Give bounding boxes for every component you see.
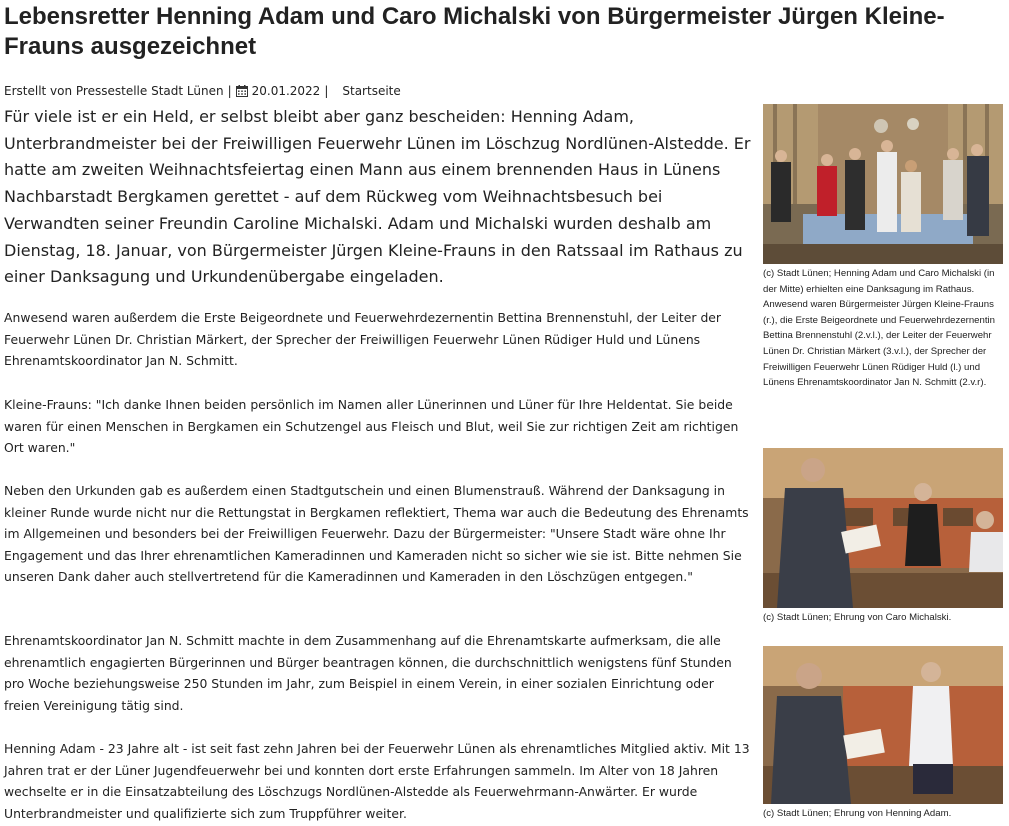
meta-separator: | xyxy=(324,84,329,98)
article-figure xyxy=(763,104,1003,391)
figure-caption: (c) Stadt Lünen; Ehrung von Caro Michalski. xyxy=(763,612,952,623)
article-paragraph: Kleine-Frauns: "Ich danke Ihnen beiden persönlich im Namen aller Lünerinnen und Lüner für Ihre Heldentat. Sie beide waren für einen Menschen in Bergkamen ein Schutzengel aus Fleisch und Blut, weil Sie zur richtigen Zeit am richtigen Ort waren." xyxy=(4,397,739,455)
article-title: Lebensretter Henning Adam und Caro Michalski von Bürgermeister Jürgen Kleine-Frauns ausgezeichnet xyxy=(4,3,945,60)
article-lead: Für viele ist er ein Held, er selbst bleibt aber ganz bescheiden: Henning Adam, Unterbrandmeister bei der Freiwilligen Feuerwehr Lünen im Löschzug Nordlünen-Alstedde. Er hatte am zweiten Weihnachtsfeiertag einen Mann aus einem brennenden Haus in Lünens Nachbarstadt Bergkamen gerettet - auf dem Rückweg vom Weihnachtsbesuch bei Verwandten seiner Freundin Caroline Michalski. Adam und Michalski wurden deshalb am Dienstag, 18. Januar, von Bürgermeister Jürgen Kleine-Frauns in den Ratssaal im Rathaus zu einer Danksagung und Urkundenübergabe eingeladen. xyxy=(4,107,751,287)
figure-caption: (c) Stadt Lünen; Ehrung von Henning Adam. xyxy=(763,808,952,819)
ceremony-photo-caro[interactable] xyxy=(763,448,1003,608)
article-paragraph: Neben den Urkunden gab es außerdem einen Stadtgutschein und einen Blumenstrauß. Während der Danksagung in kleiner Runde wurde nicht nur die Rettungstat in Bergkamen reflektiert, Thema war auch die Bedeutung des Ehrenamts im Allgemeinen und besonders bei der Freiwilligen Feuerwehr. Dazu der Bürgermeister: "Unsere Stadt wäre ohne Ihr Engagement und das Ihrer ehrenamtlichen Kameradinnen und Kameraden nicht so sicher wie sie ist. Bitte nehmen Sie unseren Dank daher auch stellvertretend für die Kameradinnen und Kameraden in den Löschzügen entgegen." xyxy=(4,483,749,584)
category-link[interactable]: Startseite xyxy=(342,84,401,98)
group-photo[interactable] xyxy=(763,104,1003,264)
meta-date: 20.01.2022 xyxy=(251,84,321,98)
article-figure xyxy=(763,448,1003,626)
ceremony-photo-henning[interactable] xyxy=(763,646,1003,804)
article-figure xyxy=(763,646,1003,822)
meta-author: Erstellt von Pressestelle Stadt Lünen xyxy=(4,84,224,98)
article-paragraph: Henning Adam - 23 Jahre alt - ist seit fast zehn Jahren bei der Feuerwehr Lünen als ehrenamtliches Mitglied aktiv. Mit 13 Jahren trat er der Lüner Jugendfeuerwehr bei und konnten dort erste Erfahrungen sammeln. Im Alter von 18 Jahren wechselte er in die Einsatzabteilung des Löschzugs Nordlünen-Alstedde als Feuerwehrmann-Anwärter. Er wurde Unterbrandmeister und qualifizierte sich zum Truppführer weiter. xyxy=(4,741,750,821)
article-paragraph: Ehrenamtskoordinator Jan N. Schmitt machte in dem Zusammenhang auf die Ehrenamtskarte aufmerksam, die alle ehrenamtlich engagierten Bürgerinnen und Bürger beantragen können, die durchschnittlich wenigstens fünf Stunden pro Woche beziehungsweise 250 Stunden im Jahr, zum Beispiel in einem Verein, in einer sozialen Einrichtung oder freien Vereinigung tätig sind. xyxy=(4,633,732,713)
article-meta xyxy=(4,84,401,98)
figure-caption: (c) Stadt Lünen; Henning Adam und Caro Michalski (in der Mitte) erhielten eine Danksagung im Rathaus. Anwesend waren Bürgermeister Jürgen Kleine-Frauns (r.), die Erste Beigeordnete und Feuerwehrdezernentin Bettina Brennenstuhl (2.v.l.), der Leiter der Feuerwehr Lünen Dr. Christian Märkert (3.v.l.), der Sprecher der Freiwilligen Feuerwehr Lünen Rüdiger Huld (l.) und Lünens Ehrenamtskoordinator Jan N. Schmitt (2.v.r). xyxy=(763,268,995,389)
calendar-icon xyxy=(236,85,248,97)
article-paragraph: Anwesend waren außerdem die Erste Beigeordnete und Feuerwehrdezernentin Bettina Brennenstuhl, der Leiter der Feuerwehr Lünen Dr. Christian Märkert, der Sprecher der Freiwilligen Feuerwehr Lünen Rüdiger Huld und Lünens Ehrenamtskoordinator Jan N. Schmitt. xyxy=(4,310,722,368)
meta-separator: | xyxy=(227,84,232,98)
